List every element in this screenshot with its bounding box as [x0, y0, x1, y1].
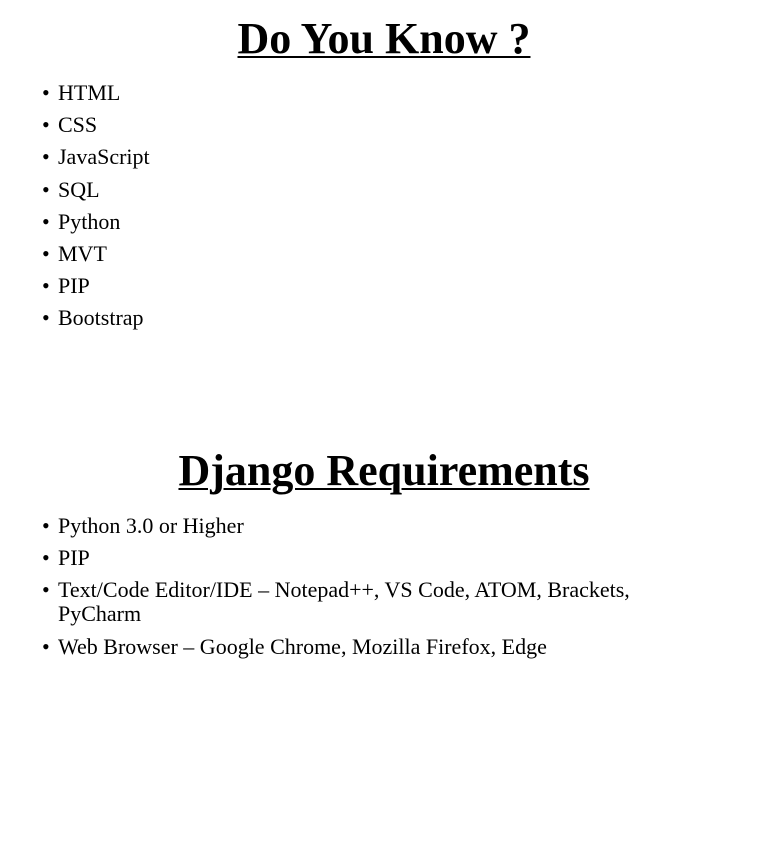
bullet-icon: • — [42, 633, 50, 659]
list-item-text: Bootstrap — [58, 305, 144, 331]
list-item — [42, 514, 642, 538]
list-item — [42, 242, 642, 266]
bullet-icon: • — [42, 176, 50, 202]
list-item — [42, 306, 642, 330]
django-requirements-section — [0, 444, 768, 659]
bullet-icon: • — [42, 80, 50, 105]
do-you-know-heading: Do You Know ? — [237, 14, 531, 63]
list-item — [42, 635, 642, 659]
django-requirements-heading: Django Requirements — [178, 446, 590, 495]
bullet-icon: • — [42, 112, 50, 138]
list-item-text: PIP — [58, 545, 90, 571]
bullet-icon: • — [42, 545, 50, 571]
bullet-icon: • — [42, 305, 50, 331]
list-item-text: Text/Code Editor/IDE – Notepad++, VS Code, ATOM, Brackets, PyCharm — [58, 577, 630, 627]
list-item — [42, 81, 642, 105]
list-item-text: Python 3.0 or Higher — [58, 513, 244, 538]
bullet-icon: • — [42, 208, 50, 234]
do-you-know-list — [42, 81, 642, 339]
bullet-icon: • — [42, 577, 50, 603]
list-item — [42, 145, 642, 169]
list-item — [42, 178, 642, 202]
bullet-icon: • — [42, 144, 50, 170]
list-item — [42, 210, 642, 234]
list-item — [42, 274, 642, 298]
list-item-text: Web Browser – Google Chrome, Mozilla Firefox, Edge — [58, 633, 547, 659]
bullet-icon: • — [42, 513, 50, 538]
list-item-text: Python — [58, 208, 121, 234]
django-requirements-list — [42, 514, 642, 667]
list-item — [42, 113, 642, 137]
list-item — [42, 578, 642, 626]
list-item-text: PIP — [58, 273, 90, 299]
do-you-know-section — [0, 12, 768, 331]
list-item-text: JavaScript — [58, 144, 150, 170]
list-item-text: HTML — [58, 80, 121, 105]
list-item — [42, 546, 642, 570]
list-item-text: MVT — [58, 240, 107, 266]
list-item-text: CSS — [58, 112, 98, 138]
bullet-icon: • — [42, 240, 50, 266]
list-item-text: SQL — [58, 176, 100, 202]
bullet-icon: • — [42, 273, 50, 299]
